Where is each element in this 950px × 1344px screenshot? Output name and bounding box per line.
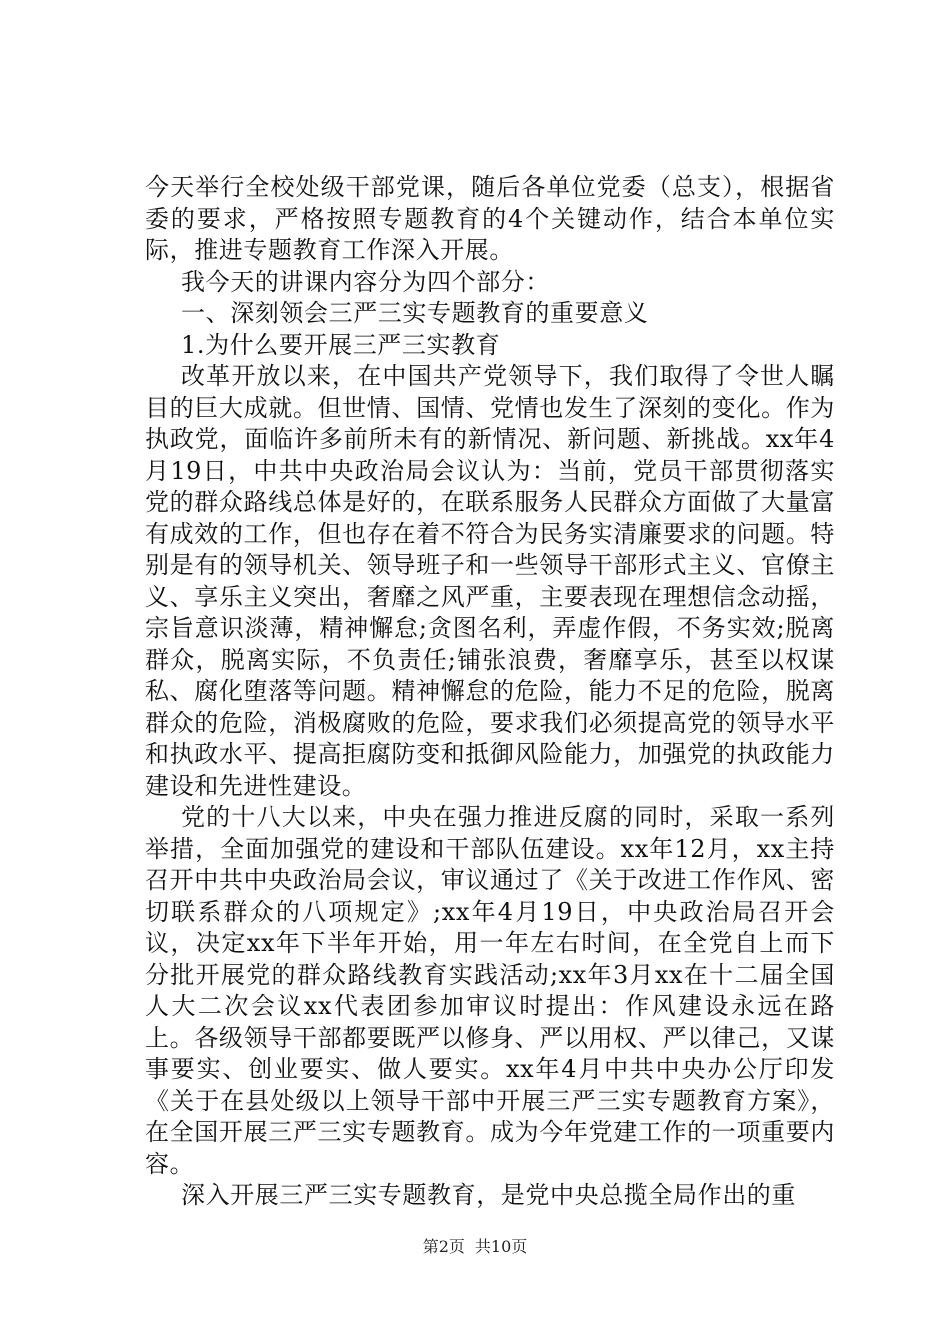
subsection-heading-1-1: 1.为什么要开展三严三实教育	[181, 330, 501, 359]
document-body	[145, 172, 835, 1212]
paragraph-reform-background: 改革开放以来，在中国共产党领导下，我们取得了令世人瞩目的巨大成就。但世情、国情、党情也发生了深刻的变化。作为执政党，面临许多前所未有的新情况、新问题、新挑战。xx年4月19日，中共中央政治局会议认为：当前，党员干部贯彻落实党的群众路线总体是好的，在联系服务人民群众方面做了大量富有成效的工作，但也存在着不符合为民务实清廉要求的问题。特别是有的领导机关、领导班子和一些领导干部形式主义、官僚主义、享乐主义突出，奢靡之风严重，主要表现在理想信念动摇，宗旨意识淡薄，精神懈怠;贪图名利，弄虚作假，不务实效;脱离群众，脱离实际，不负责任;铺张浪费，奢靡享乐，甚至以权谋私、腐化堕落等问题。精神懈怠的危险，能力不足的危险，脱离群众的危险，消极腐败的危险，要求我们必须提高党的领导水平和执政水平、提高拒腐防变和抵御风险能力，加强党的执政能力建设和先进性建设。	[145, 362, 835, 800]
page-number-current: 第2页	[422, 1237, 465, 1256]
paragraph-intro: 今天举行全校处级干部党课，随后各单位党委（总支），根据省委的要求，严格按照专题教育的4个关键动作，结合本单位实际，推进专题教育工作深入开展。	[145, 173, 835, 264]
page-footer	[0, 1236, 950, 1258]
paragraph-outline: 我今天的讲课内容分为四个部分：	[181, 267, 550, 296]
page-number-total: 共10页	[474, 1237, 528, 1256]
section-heading-1: 一、深刻领会三严三实专题教育的重要意义	[181, 299, 649, 327]
paragraph-eighteenth-congress: 党的十八大以来，中央在强力推进反腐的同时，采取一系列举措，全面加强党的建设和干部队伍建设。xx年12月，xx主持召开中共中央政治局会议，审议通过了《关于改进工作作风、密切联系群众的八项规定》;xx年4月19日，中央政治局召开会议，决定xx年下半年开始，用一年左右时间，在全党自上而下分批开展党的群众路线教育实践活动;xx年3月xx在十二届全国人大二次会议xx代表团参加审议时提出：作风建设永远在路上。各级领导干部都要既严以修身、严以用权、严以律己，又谋事要实、创业要实、做人要实。xx年4月中共中央办公厅印发《关于在县处级以上领导干部中开展三严三实专题教育方案》，在全国开展三严三实专题教育。成为今年党建工作的一项重要内容。	[145, 803, 835, 1178]
paragraph-continuation: 深入开展三严三实专题教育，是党中央总揽全局作出的重	[181, 1181, 796, 1209]
